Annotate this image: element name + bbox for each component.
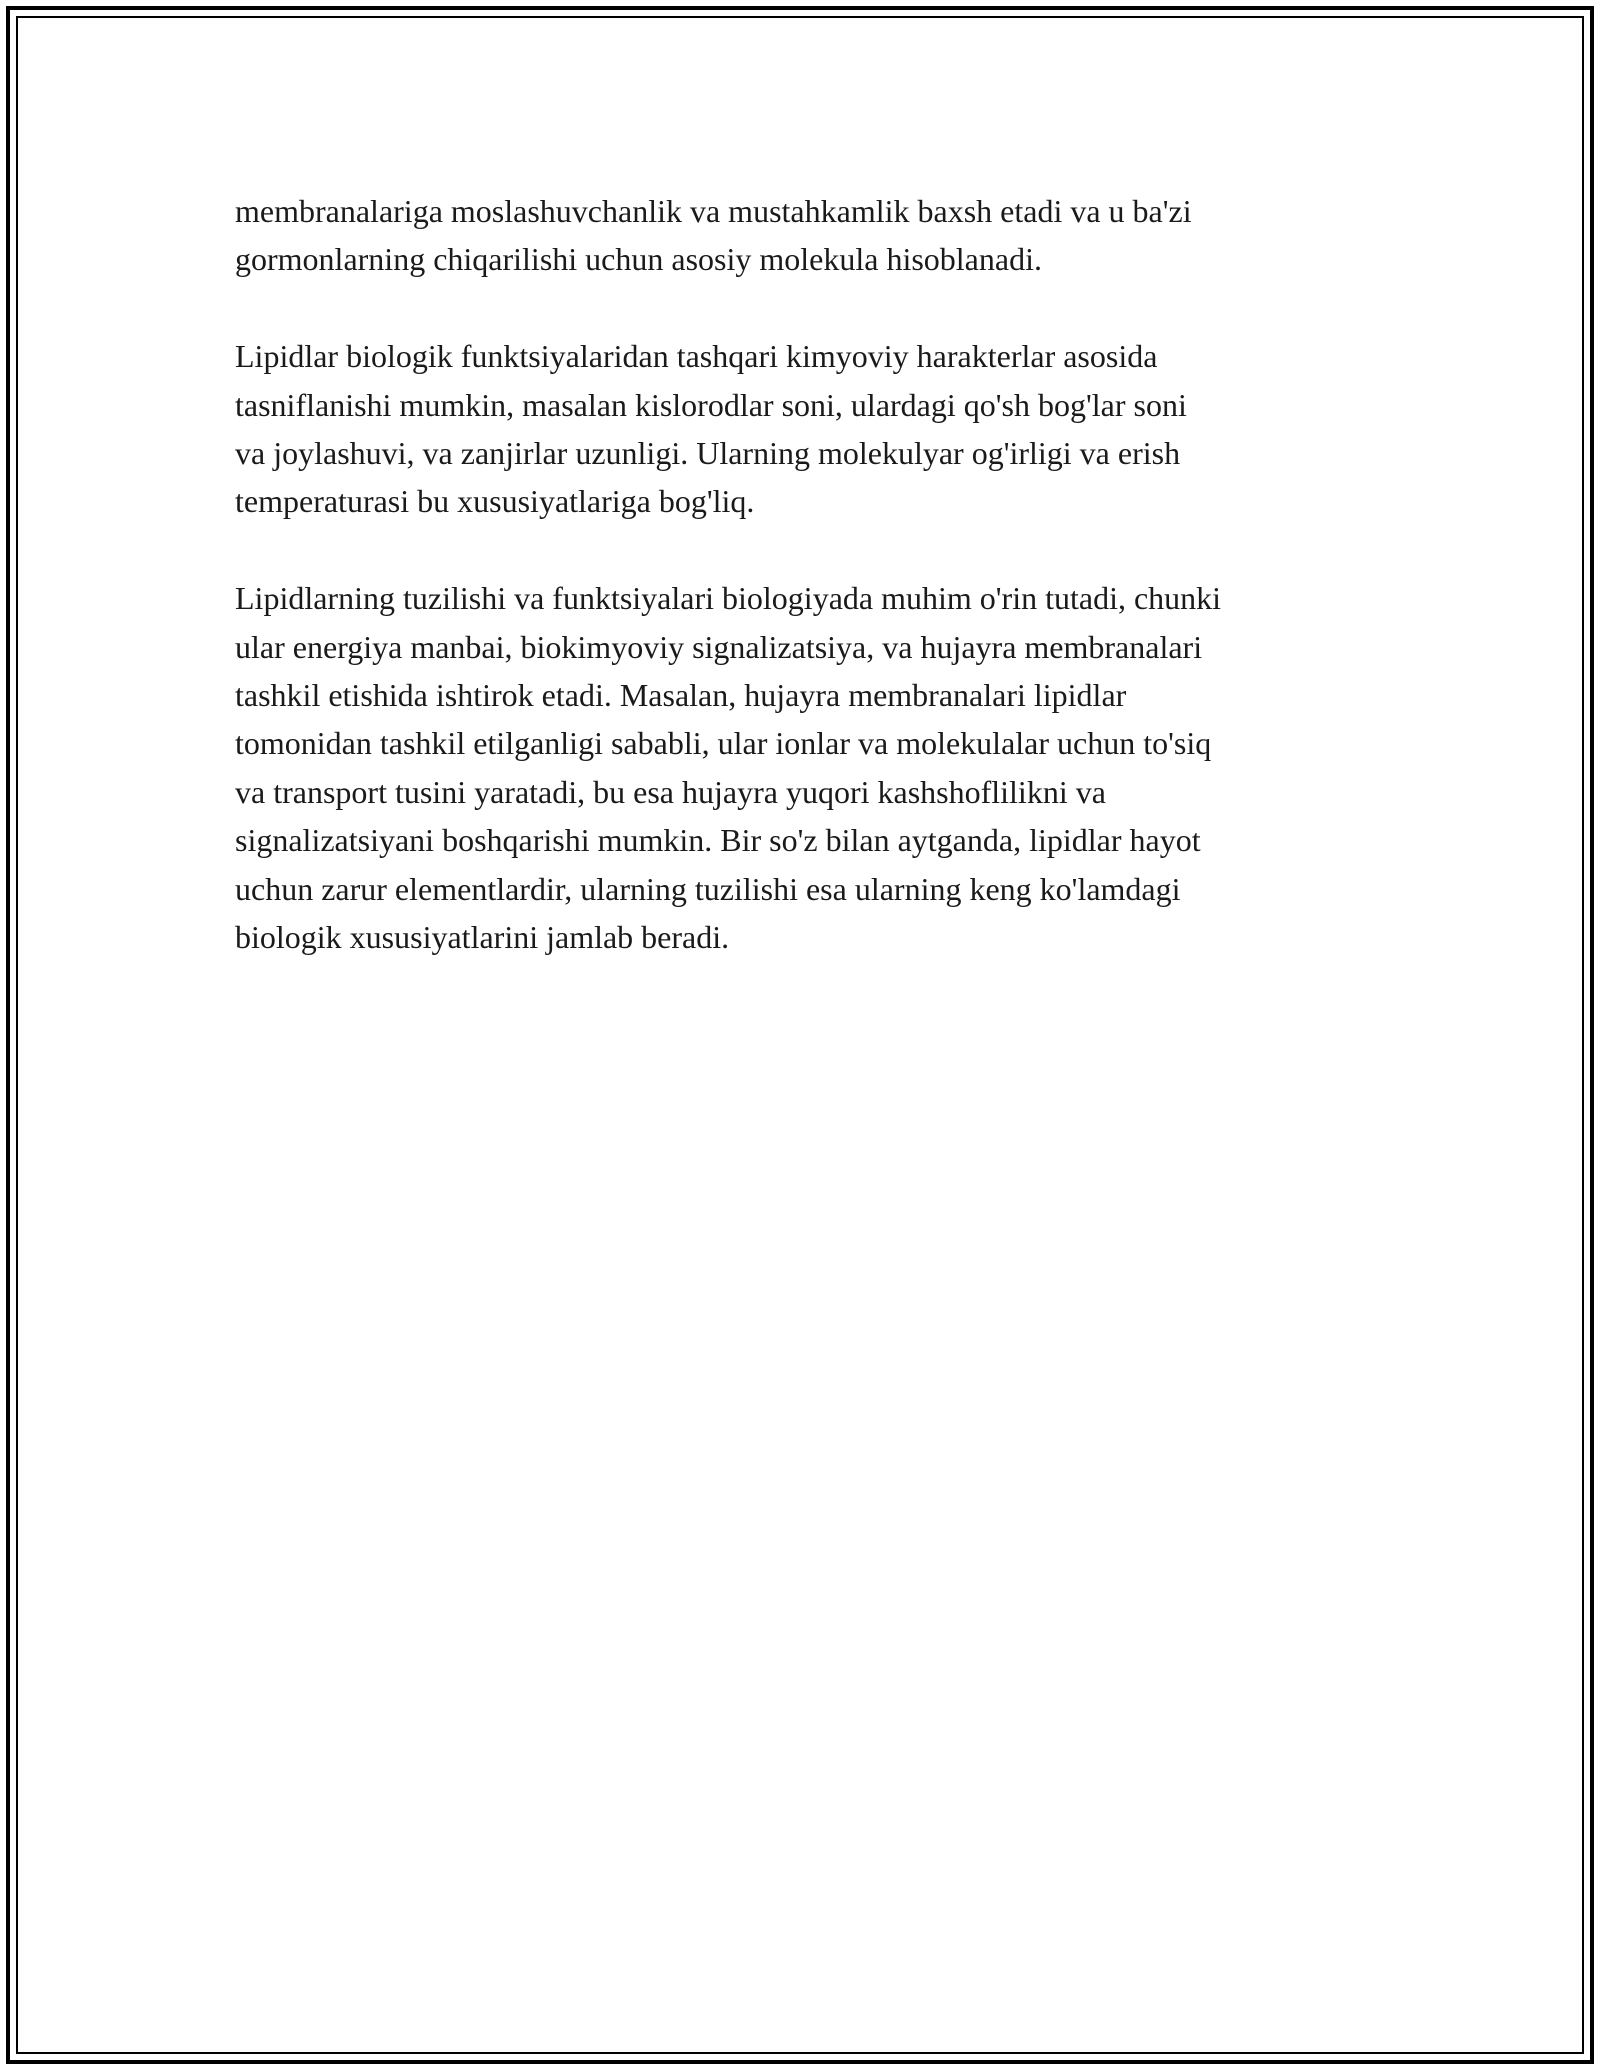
text-line: biologik xususiyatlarini jamlab beradi. (235, 919, 730, 956)
text-line: Lipidlarning tuzilishi va funktsiyalari biologiyada muhim o'rin tutadi, chunki (235, 580, 1222, 617)
text-line: va joylashuvi, va zanjirlar uzunligi. Ularning molekulyar og'irligi va erish (235, 435, 1181, 472)
paragraph (235, 574, 1395, 961)
text-line: temperaturasi bu xususiyatlariga bog'liq. (235, 483, 755, 520)
text-line: tasniflanishi mumkin, masalan kislorodlar soni, ulardagi qo'sh bog'lar soni (235, 386, 1187, 423)
text-line: uchun zarur elementlardir, ularning tuzilishi esa ularning keng ko'lamdagi (235, 870, 1181, 907)
paragraph (235, 332, 1395, 526)
text-line: va transport tusini yaratadi, bu esa hujayra yuqori kashshoflilikni va (235, 773, 1106, 810)
text-line: ular energiya manbai, biokimyoviy signalizatsiya, va hujayra membranalari (235, 628, 1203, 665)
paragraph (235, 187, 1395, 284)
text-line: Lipidlar biologik funktsiyalaridan tashqari kimyoviy harakterlar asosida (235, 338, 1158, 375)
text-line: tashkil etishida ishtirok etadi. Masalan, hujayra membranalari lipidlar (235, 677, 1127, 714)
document-body (235, 187, 1395, 1010)
text-line: gormonlarning chiqarilishi uchun asosiy molekula hisoblanadi. (235, 241, 1042, 278)
text-line: membranalariga moslashuvchanlik va mustahkamlik baxsh etadi va u ba'zi (235, 193, 1192, 229)
text-line: signalizatsiyani boshqarishi mumkin. Bir so'z bilan aytganda, lipidlar hayot (235, 822, 1201, 859)
text-line: tomonidan tashkil etilganligi sababli, ular ionlar va molekulalar uchun to'siq (235, 725, 1212, 762)
